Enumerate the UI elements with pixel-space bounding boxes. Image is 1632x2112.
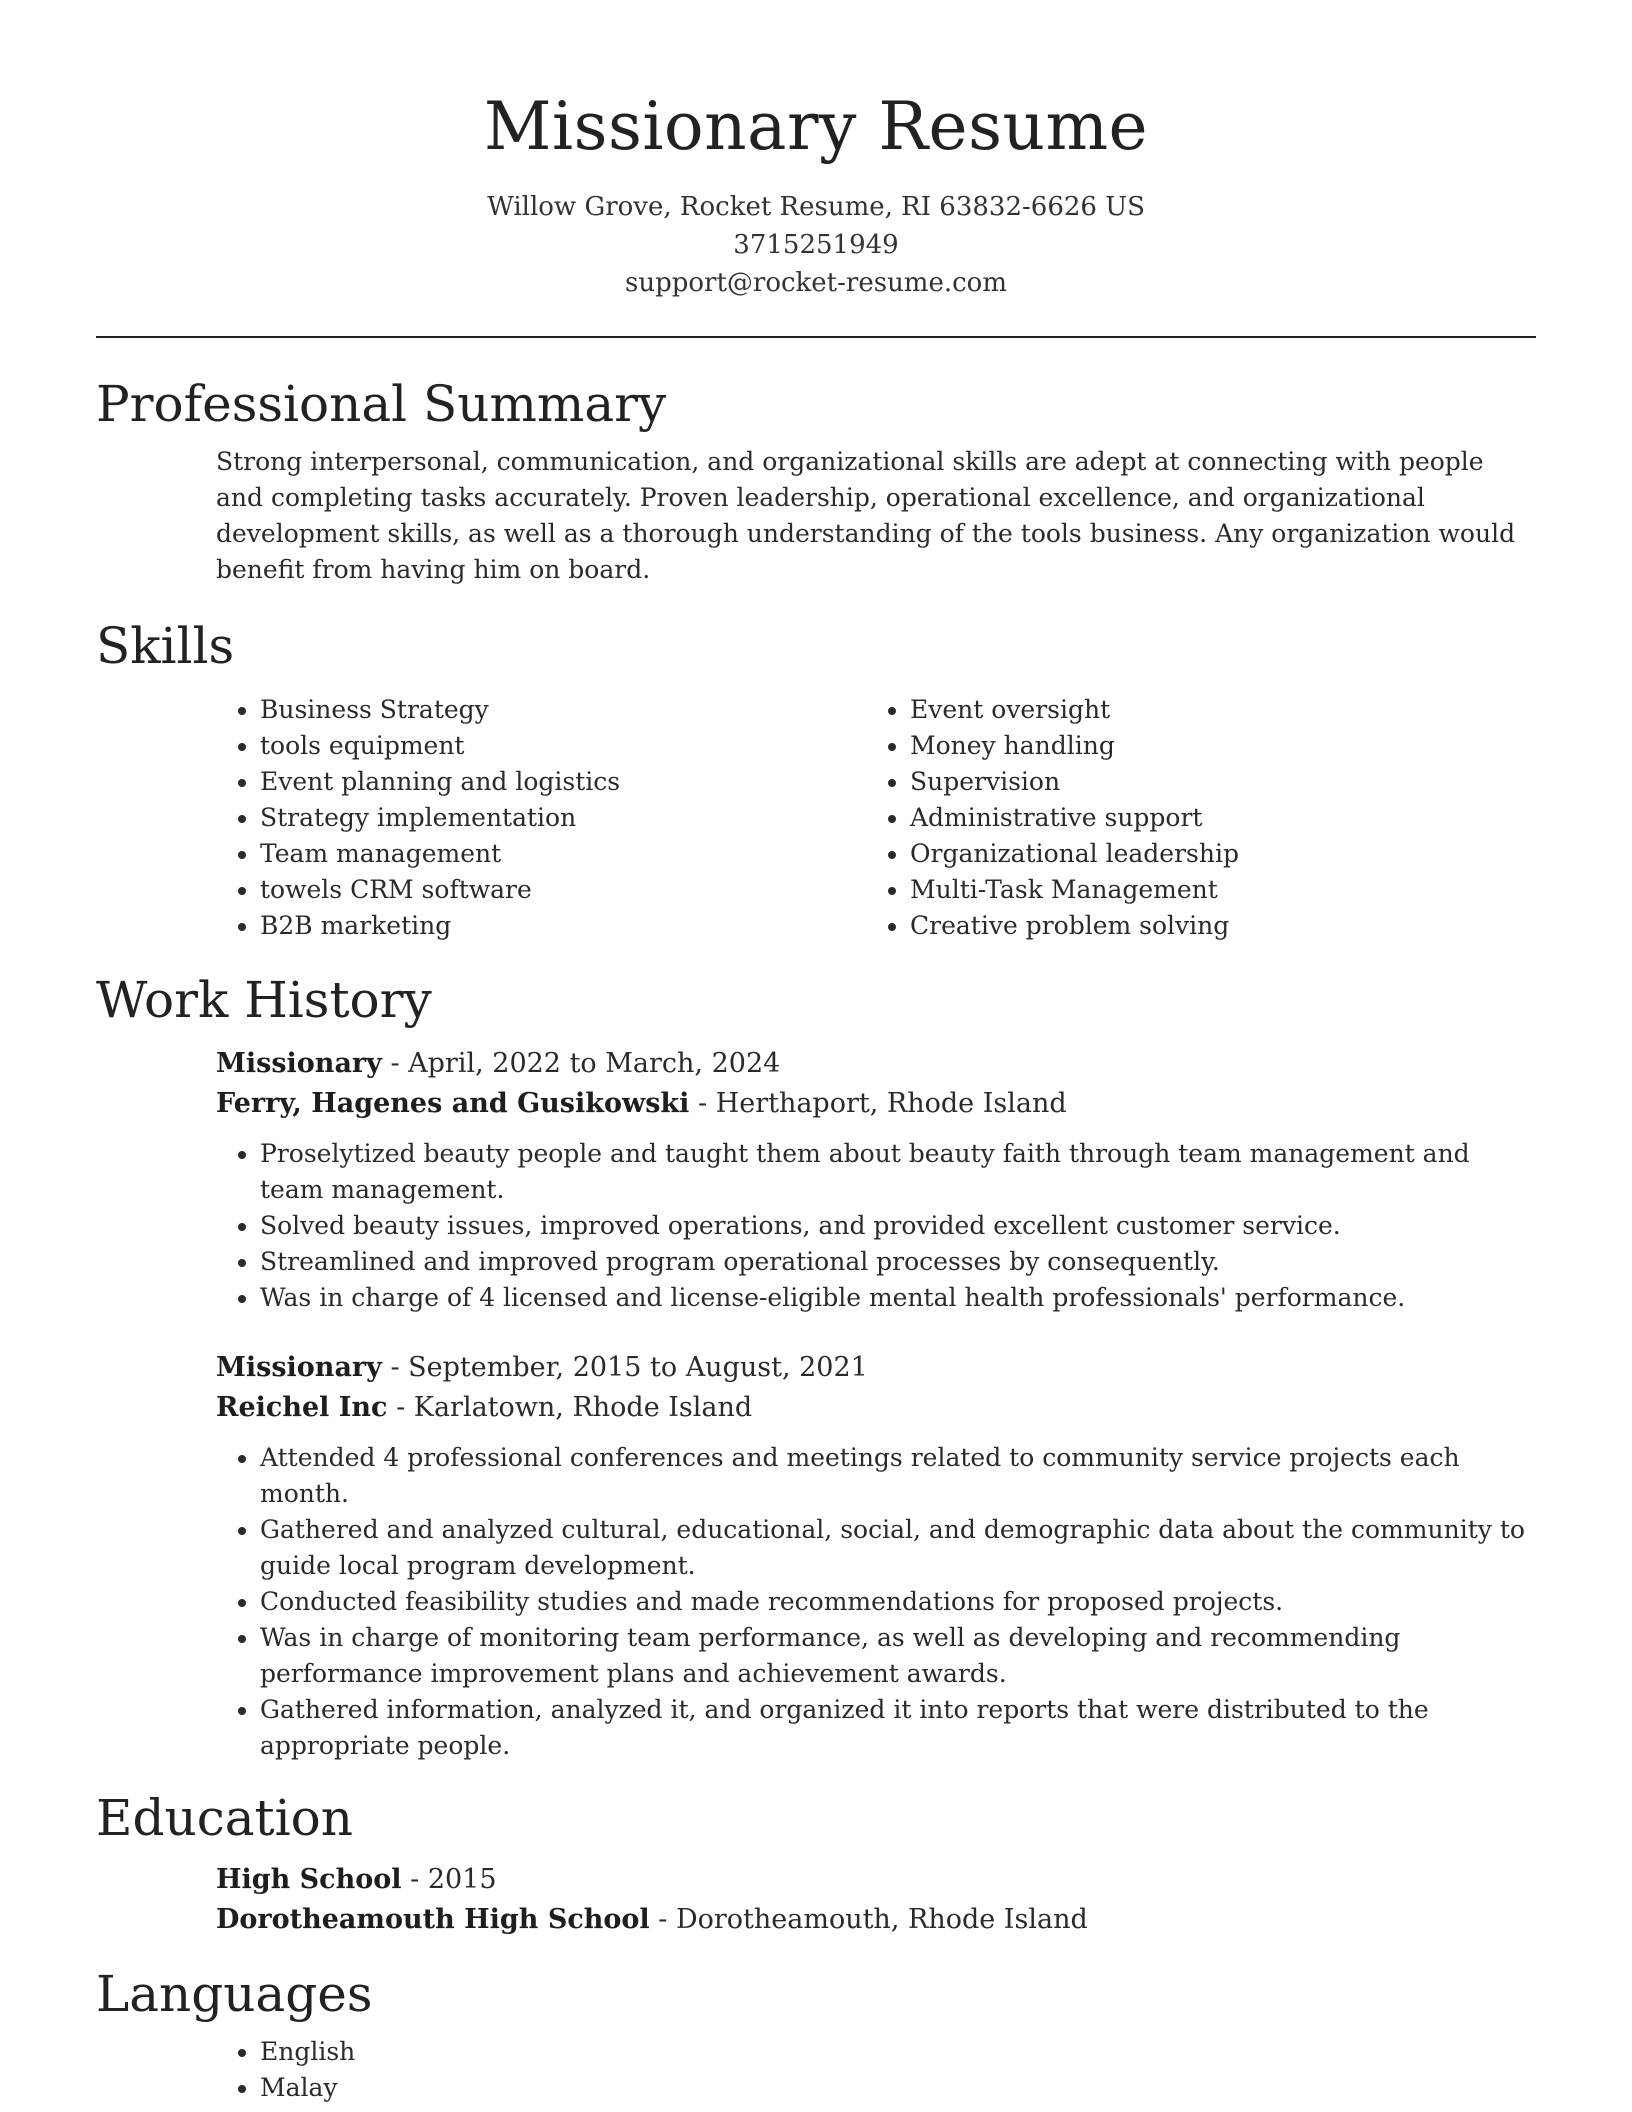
- phone-text: 3715251949: [733, 230, 899, 260]
- skill-item: • Multi-Task Management: [910, 872, 1516, 908]
- job-bullet: • Proselytized beauty people and taught them about beauty faith through team management and team management.: [260, 1136, 1536, 1208]
- education-degree-line: [216, 1860, 1536, 1900]
- skill-item: • tools equipment: [260, 728, 866, 764]
- education-year: - 2015: [401, 1864, 497, 1895]
- job-bullet: • Streamlined and improved program operational processes by consequently.: [260, 1244, 1536, 1280]
- job-bullet: • Attended 4 professional conferences and meetings related to community service projects each month.: [260, 1440, 1536, 1512]
- education-school-line: [216, 1900, 1536, 1940]
- skill-item: • Event oversight: [910, 692, 1516, 728]
- skill-item: • Money handling: [910, 728, 1516, 764]
- job-bullet: • Was in charge of 4 licensed and license-eligible mental health professionals' performance.: [260, 1280, 1536, 1316]
- skills-list-right: [866, 692, 1516, 944]
- job-location: - Karlatown, Rhode Island: [387, 1392, 753, 1423]
- skill-item: • Team management: [260, 836, 866, 872]
- job-role: Missionary: [216, 1048, 382, 1079]
- languages-heading: Languages: [96, 1965, 373, 2023]
- skill-item: • Creative problem solving: [910, 908, 1516, 944]
- education-school: Dorotheamouth High School: [216, 1904, 650, 1935]
- resume-header: [96, 0, 1536, 302]
- job-company: Ferry, Hagenes and Gusikowski: [216, 1088, 690, 1119]
- summary-heading: Professional Summary: [96, 375, 667, 433]
- skills-list-left: [216, 692, 866, 944]
- job-dates: - April, 2022 to March, 2024: [381, 1048, 781, 1079]
- education-section: [96, 1786, 1536, 1940]
- education-degree: High School: [216, 1864, 402, 1895]
- header-divider: [96, 336, 1536, 338]
- job-entry: [96, 1044, 1536, 1316]
- contact-info: [96, 188, 1536, 302]
- skills-heading: Skills: [96, 617, 235, 675]
- job-bullets: [216, 1136, 1536, 1316]
- job-bullet: • Gathered information, analyzed it, and organized it into reports that were distributed to the appropriate people.: [260, 1692, 1536, 1764]
- resume-title: Missionary Resume: [483, 88, 1149, 165]
- email-text: support@rocket-resume.com: [624, 268, 1007, 298]
- job-role: Missionary: [216, 1352, 382, 1383]
- skill-item: • towels CRM software: [260, 872, 866, 908]
- skill-item: • Administrative support: [910, 800, 1516, 836]
- job-company-line: [216, 1084, 1536, 1124]
- skill-item: • Business Strategy: [260, 692, 866, 728]
- skill-item: • Supervision: [910, 764, 1516, 800]
- languages-list: [216, 2034, 1536, 2106]
- job-entry: [96, 1348, 1536, 1764]
- skills-section: [96, 614, 1536, 944]
- job-bullet: • Gathered and analyzed cultural, educational, social, and demographic data about the community to guide local program development.: [260, 1512, 1536, 1584]
- languages-section: [96, 1962, 1536, 2106]
- education-heading: Education: [96, 1789, 353, 1847]
- education-location: - Dorotheamouth, Rhode Island: [649, 1904, 1088, 1935]
- summary-text: Strong interpersonal, communication, and organizational skills are adept at connecting with people and completing tasks accurately. Proven leadership, operational excellence, and organizational development skills, as well as a thorough understanding of the tools business. Any organization would benefit from having him on board.: [216, 447, 1516, 584]
- language-item: • English: [260, 2034, 1536, 2070]
- work-section: [96, 968, 1536, 1764]
- job-role-line: [216, 1044, 1536, 1084]
- job-bullet: • Solved beauty issues, improved operations, and provided excellent customer service.: [260, 1208, 1536, 1244]
- skills-grid: [216, 692, 1536, 944]
- language-item: • Malay: [260, 2070, 1536, 2106]
- summary-section: [96, 372, 1536, 588]
- skill-item: • B2B marketing: [260, 908, 866, 944]
- work-heading: Work History: [96, 971, 432, 1029]
- skill-item: • Event planning and logistics: [260, 764, 866, 800]
- address-text: Willow Grove, Rocket Resume, RI 63832-6626 US: [487, 192, 1145, 222]
- job-company-line: [216, 1388, 1536, 1428]
- job-bullet: • Was in charge of monitoring team performance, as well as developing and recommending performance improvement plans and achievement awards.: [260, 1620, 1536, 1692]
- skill-item: • Strategy implementation: [260, 800, 866, 836]
- job-dates: - September, 2015 to August, 2021: [381, 1352, 868, 1383]
- job-bullet: • Conducted feasibility studies and made recommendations for proposed projects.: [260, 1584, 1536, 1620]
- job-role-line: [216, 1348, 1536, 1388]
- job-company: Reichel Inc: [216, 1392, 388, 1423]
- job-bullets: [216, 1440, 1536, 1764]
- skill-item: • Organizational leadership: [910, 836, 1516, 872]
- job-location: - Herthaport, Rhode Island: [689, 1088, 1067, 1119]
